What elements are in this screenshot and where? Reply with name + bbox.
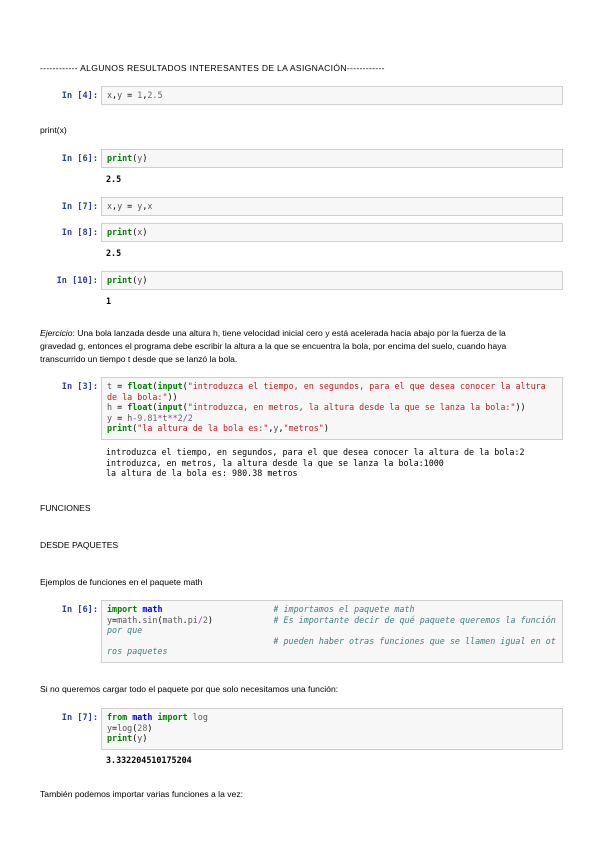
ejercicio-text: transcurrido un tiempo t desde que se lanzó la bola. (40, 354, 238, 364)
cell-prompt: In [7]: (61, 713, 98, 723)
cell-output: 3.332204510175204 (106, 755, 192, 765)
cell-prompt: In [8]: (61, 228, 98, 238)
cell-prompt: In [3]: (61, 382, 98, 392)
text-si-no: Si no queremos cargar todo el paquete por que solo necesitamos una función: (40, 684, 339, 694)
section-heading: ------------ ALGUNOS RESULTADOS INTERESANTES DE LA ASIGNACIÓN------------ (40, 63, 385, 73)
code-cell[interactable]: x,y = y,x (101, 197, 563, 216)
cell-output: 1 (106, 296, 112, 306)
output-line: introduzca, en metros, la altura desde la que se lanza la bola:1000 (106, 457, 444, 468)
ejercicio-text: gravedad g, entonces el programa debe escribir la altura a la que se encuentra la bola, por encima del suelo, cuando haya (40, 341, 507, 351)
cell-output: 2.5 (106, 174, 122, 184)
code-cell[interactable]: print(y) (101, 149, 563, 168)
ejercicio-paragraph (40, 327, 570, 366)
cell-prompt: In [6]: (61, 605, 98, 615)
text-tambien: También podemos importar varias funciones a la vez: (40, 789, 244, 799)
ejercicio-label: Ejercicio (40, 328, 73, 338)
code-cell[interactable]: t = float(input("introduzca el tiempo, en segundos, para el que desea conocer la altura de la bola:")) h = float(input("introduzca, en metros, la altura desde la que se lanza la bola:")) y = h-9.81*t**2/2 print("la altura de la bola es:",y,"metros") (101, 377, 563, 440)
code-cell[interactable]: from math import log y=log(28) print(y) (101, 708, 563, 750)
output-line: introduzca el tiempo, en segundos, para el que desea conocer la altura de la bola:2 (106, 447, 525, 457)
ejercicio-text: : Una bola lanzada desde una altura h, tiene velocidad inicial cero y está acelerada hacia abajo por la fuerza de la (72, 328, 506, 338)
code-cell[interactable]: x,y = 1,2.5 (101, 86, 563, 105)
output-line: la altura de la bola es: 980.38 metros (106, 468, 298, 479)
cell-prompt: In [6]: (61, 154, 98, 164)
code-cell[interactable]: import math # importamos el paquete math y=math.sin(math.pi/2) # Es importante decir de qué paquete queremos la función por que # pueden haber otras funciones que se llamen igual en ot ros paquetes (101, 600, 563, 663)
cell-output (106, 447, 525, 479)
cell-prompt: In [4]: (61, 91, 98, 101)
code-cell[interactable]: print(y) (101, 271, 563, 290)
text-print-x: print(x) (40, 125, 67, 135)
text-ejemplos: Ejemplos de funciones en el paquete math (40, 577, 203, 587)
heading-funciones: FUNCIONES (40, 503, 91, 513)
cell-output: 2.5 (106, 248, 122, 258)
heading-desde-paquetes: DESDE PAQUETES (40, 540, 119, 550)
cell-prompt: In [10]: (56, 276, 98, 286)
code-cell[interactable]: print(x) (101, 223, 563, 242)
cell-prompt: In [7]: (61, 202, 98, 212)
